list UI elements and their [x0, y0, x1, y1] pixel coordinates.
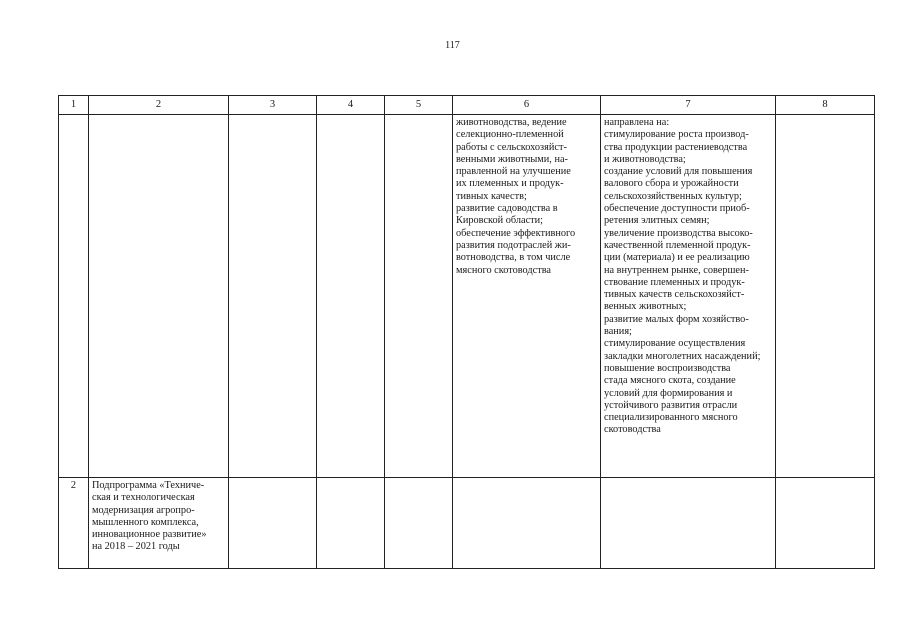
- table-row: [59, 115, 875, 478]
- cell-text-line: животноводства, ведение: [456, 117, 567, 128]
- cell-text-line: венными животными, на-: [456, 153, 568, 165]
- cell-text-line: специализированного мясного: [604, 412, 738, 424]
- cell-text-line: вания;: [604, 326, 632, 338]
- table-cell: [776, 478, 875, 569]
- cell-text-line: стада мясного скота, создание: [604, 375, 736, 387]
- table-cell: [385, 478, 453, 569]
- row-number-cell: 2: [59, 478, 89, 569]
- cell-text-line: венных животных;: [604, 301, 687, 313]
- column-header: 2: [89, 96, 229, 115]
- cell-text-line: на 2018 – 2021 годы: [92, 541, 180, 553]
- table-cell: [385, 115, 453, 478]
- cell-text-line: и животноводства;: [604, 153, 686, 165]
- column-header: 6: [453, 96, 601, 115]
- column-header: 3: [229, 96, 317, 115]
- cell-text-line: валового сбора и урожайности: [604, 178, 739, 190]
- cell-text-line: правленной на улучшение: [456, 166, 571, 178]
- table-cell: [229, 478, 317, 569]
- cell-text-line: развитие малых форм хозяйство-: [604, 313, 749, 325]
- cell-text-line: мясного скотоводства: [456, 264, 551, 276]
- tasks-cell: [453, 478, 601, 569]
- cell-text-line: ретения элитных семян;: [604, 215, 710, 227]
- cell-text-line: ствование племенных и продук-: [604, 276, 745, 288]
- table-row: [59, 478, 875, 569]
- table-cell: [317, 115, 385, 478]
- program-table: [58, 95, 875, 569]
- results-cell: [601, 115, 776, 478]
- cell-text-line: тивных качеств сельскохозяйст-: [604, 289, 745, 301]
- cell-text-line: Кировской области;: [456, 215, 544, 227]
- cell-text-line: обеспечение доступности приоб-: [604, 203, 750, 215]
- cell-text-line: тивных качеств;: [456, 190, 527, 202]
- column-header: 8: [776, 96, 875, 115]
- cell-text-line: селекционно-племенной: [456, 129, 564, 141]
- table-cell: [776, 115, 875, 478]
- cell-text-line: их племенных и продук-: [456, 178, 564, 190]
- cell-text-line: закладки многолетних насаждений;: [604, 350, 761, 362]
- cell-text-line: условий для формирования и: [604, 387, 733, 399]
- cell-text-line: ская и технологическая: [92, 492, 195, 504]
- program-name-cell: [89, 115, 229, 478]
- cell-text-line: мышленного комплекса,: [92, 516, 199, 528]
- cell-text-line: направлена на:: [604, 117, 670, 128]
- page-number: 117: [445, 40, 460, 51]
- column-header: 4: [317, 96, 385, 115]
- cell-text-line: стимулирование роста производ-: [604, 129, 749, 141]
- cell-text-line: ства продукции растениеводства: [604, 141, 748, 153]
- program-name-cell: [89, 478, 229, 569]
- cell-text-line: увеличение производства высоко-: [604, 227, 753, 239]
- table-cell: [317, 478, 385, 569]
- cell-text-line: модернизация агропро-: [92, 504, 195, 516]
- row-number-cell: [59, 115, 89, 478]
- cell-text-line: ции (материала) и ее реализацию: [604, 252, 750, 264]
- cell-text-line: на внутреннем рынке, совершен-: [604, 264, 749, 276]
- column-header: 7: [601, 96, 776, 115]
- cell-text-line: устойчивого развития отрасли: [604, 399, 738, 411]
- cell-text-line: качественной племенной продук-: [604, 239, 751, 251]
- cell-text-line: развитие садоводства в: [456, 203, 558, 215]
- cell-text-line: создание условий для повышения: [604, 166, 753, 178]
- table-header-row: [59, 96, 875, 115]
- cell-text-line: Подпрограмма «Техниче-: [92, 480, 205, 491]
- cell-text-line: скотоводства: [604, 424, 661, 436]
- cell-text-line: повышение воспроизводства: [604, 362, 731, 374]
- cell-text-line: стимулирование осуществления: [604, 338, 746, 350]
- column-header: 5: [385, 96, 453, 115]
- table-cell: [229, 115, 317, 478]
- column-header: 1: [59, 96, 89, 115]
- cell-text-line: инновационное развитие»: [92, 529, 207, 541]
- cell-text-line: обеспечение эффективного: [456, 227, 576, 239]
- cell-text-line: сельскохозяйственных культур;: [604, 190, 742, 202]
- cell-text-line: вотноводства, в том числе: [456, 252, 571, 264]
- tasks-cell: [453, 115, 601, 478]
- results-cell: [601, 478, 776, 569]
- cell-text-line: развития подотраслей жи-: [456, 239, 571, 251]
- cell-text-line: работы с сельскохозяйст-: [456, 141, 567, 153]
